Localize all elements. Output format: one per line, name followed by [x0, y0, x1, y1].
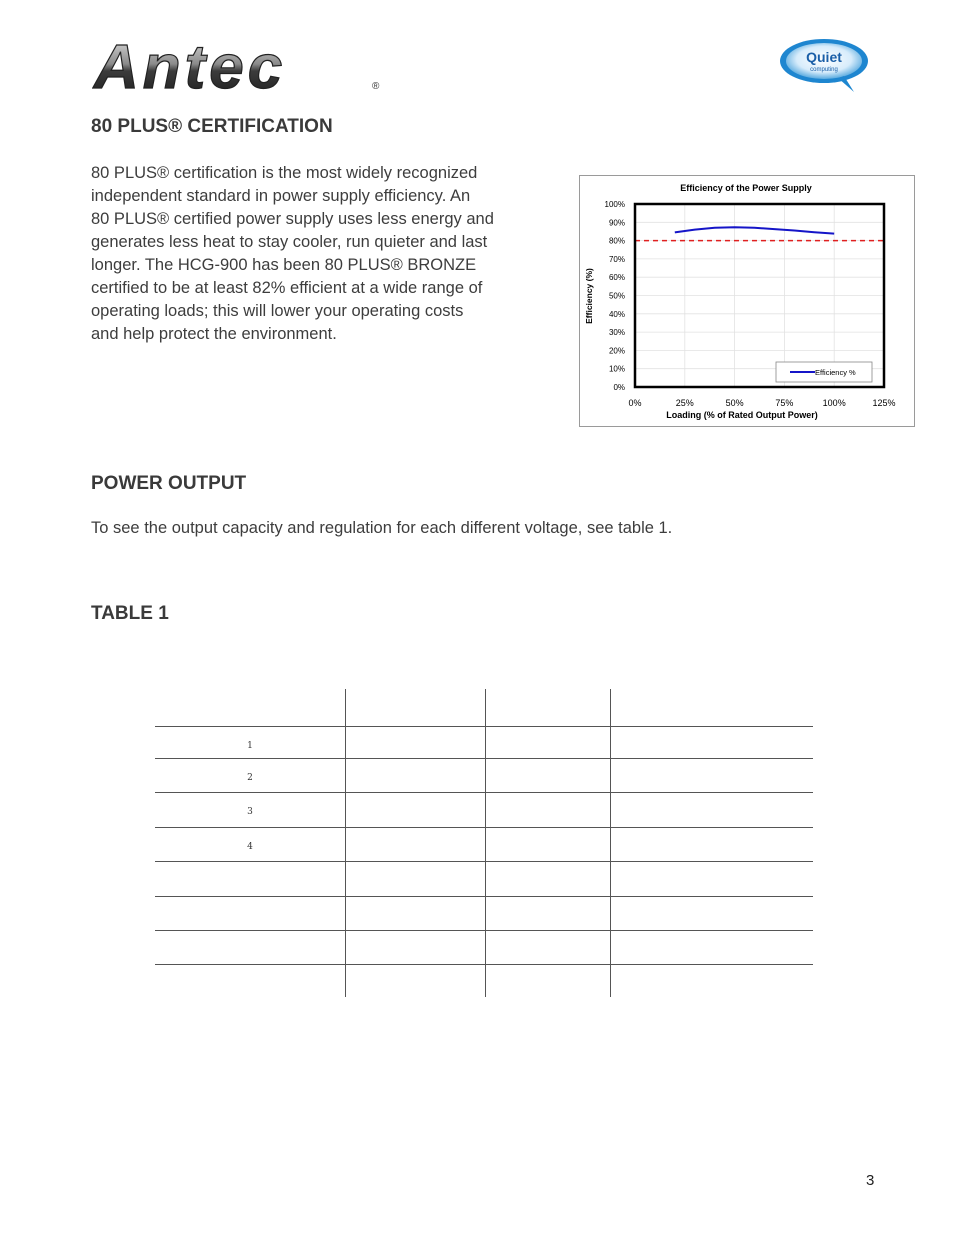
chart-y-tick-label: 50%: [608, 291, 625, 301]
chart-y-tick-label: 100%: [604, 200, 625, 209]
table-column-divider: [485, 689, 486, 997]
chart-x-tick-label: 0%: [628, 398, 642, 408]
paragraph-line: generates less heat to stay cooler, run quieter and last: [91, 233, 488, 251]
table-row-number: 3: [247, 807, 253, 817]
table-row-number: 4: [247, 842, 253, 852]
chart-y-tick-label: 90%: [608, 218, 625, 228]
paragraph-80plus: [91, 162, 521, 346]
paragraph-line: 80 PLUS® certified power supply uses less energy and: [91, 210, 494, 228]
efficiency-chart-svg: [580, 176, 914, 426]
table-row-divider: [155, 827, 813, 828]
chart-y-tick-label: 60%: [608, 273, 625, 283]
chart-x-ticks: [628, 398, 895, 408]
paragraph-power-output: To see the output capacity and regulation for each different voltage, see table 1.: [91, 519, 673, 537]
table-row-divider: [155, 792, 813, 793]
table-row-divider: [155, 964, 813, 965]
paragraph-line: operating loads; this will lower your operating costs: [91, 302, 464, 320]
chart-y-tick-label: 20%: [608, 346, 625, 356]
chart-series-line: [675, 227, 834, 233]
chart-y-tick-label: 30%: [608, 328, 625, 338]
computing-logo-text: computing: [810, 67, 838, 73]
quiet-logo-text: Quiet: [806, 49, 842, 65]
section-heading-80plus: 80 PLUS® CERTIFICATION: [91, 116, 333, 137]
paragraph-line: longer. The HCG-900 has been 80 PLUS® BRONZE: [91, 256, 477, 274]
table-column-divider: [610, 689, 611, 997]
table-row-divider: [155, 758, 813, 759]
registered-mark: ®: [372, 81, 380, 92]
table-row-number: 1: [247, 741, 253, 751]
quiet-computing-logo: [776, 36, 872, 99]
table-row-divider: [155, 930, 813, 931]
chart-y-ticks: [605, 200, 625, 392]
chart-x-tick-label: 50%: [725, 398, 744, 408]
chart-y-tick-label: 80%: [608, 236, 625, 246]
section-heading-table1: TABLE 1: [91, 603, 169, 624]
page-number: 3: [866, 1172, 875, 1189]
chart-x-tick-label: 75%: [775, 398, 794, 408]
chart-y-axis-label: Efficiency (%): [584, 268, 594, 324]
paragraph-line: certified to be at least 82% efficient at a wide range of: [91, 279, 483, 297]
legend-label: Efficiency %: [815, 368, 856, 377]
antec-logo: [92, 36, 387, 99]
efficiency-chart: [579, 175, 915, 427]
chart-y-tick-label: 0%: [613, 383, 625, 392]
table-row-divider: [155, 861, 813, 862]
chart-series-group: [675, 227, 834, 233]
table-row-divider: [155, 726, 813, 727]
chart-y-tick-label: 40%: [608, 309, 625, 319]
chart-y-tick-label: 70%: [608, 254, 625, 264]
chart-gridlines: [635, 204, 884, 387]
chart-title: Efficiency of the Power Supply: [680, 183, 812, 193]
paragraph-line: independent standard in power supply efficiency. An: [91, 187, 471, 205]
table-row-divider: [155, 896, 813, 897]
chart-legend: [776, 362, 872, 382]
paragraph-line: 80 PLUS® certification is the most widely recognized: [91, 164, 478, 182]
table-column-divider: [345, 689, 346, 997]
chart-x-axis-label: Loading (% of Rated Output Power): [666, 410, 818, 420]
chart-y-tick-label: 10%: [608, 364, 625, 374]
table-1: [155, 689, 813, 997]
paragraph-line: and help protect the environment.: [91, 325, 337, 343]
table-row-number: 2: [247, 773, 253, 783]
chart-x-tick-label: 100%: [822, 398, 846, 408]
chart-x-tick-label: 25%: [675, 398, 694, 408]
antec-logo-text: Antec: [94, 36, 287, 94]
section-heading-power-output: POWER OUTPUT: [91, 473, 247, 494]
chart-x-tick-label: 125%: [872, 398, 896, 408]
